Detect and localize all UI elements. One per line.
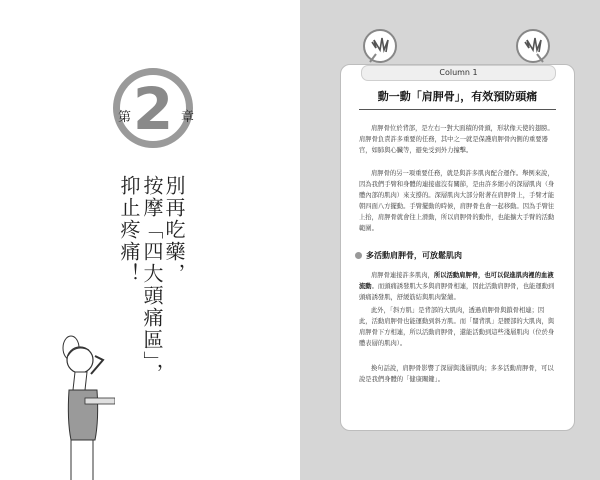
title-divider (359, 109, 556, 110)
bullet-dot-icon (355, 252, 362, 259)
column-card (340, 64, 575, 431)
burst-icon (515, 28, 551, 64)
paragraph-4: 此外，「斜方肌」是背部的大肌肉，透過肩胛骨與鎖骨相連；因此，活動肩胛骨也能運動到斜方肌。而「闊背肌」是腰部的大肌肉，與肩胛骨下方相連，所以活動肩胛骨，還能活動到這些淺層肌肉（位於身體表層的肌肉）。 (359, 307, 555, 347)
chapter-number: 2 (132, 75, 174, 143)
column-label: Column 1 (361, 65, 556, 81)
burst-icon (362, 28, 398, 64)
paragraph-1: 肩胛骨位於背部，是左右一對大面積的骨頭，形狀像天使的翅膀。肩胛骨負責許多重要的任務，其中之一就是保護肩胛骨內側的重要器官，如肺與心臟等，避免受到外力撞擊。 (359, 125, 554, 154)
headache-girl-illustration (55, 330, 115, 480)
column-title: 動一動「肩胛骨」，有效預防頭痛 (377, 90, 538, 103)
paragraph-3-bold: 所以活動肩胛骨，也可以促進肌肉裡的血液流動 (359, 272, 554, 290)
paragraph-2: 肩胛骨的另一項重要任務，就是與許多肌肉配合運作。舉例來說，因為我們手臂和身體的連接處沒有關節，是由許多細小的深層肌肉（身體內部的肌肉）來支撐的。深層肌肉大部分附著在肩胛骨上，手臂才能朝四面八方擺動。手臂擺動的時候，肩胛骨也會一起移動。因為手臂往上抬，肩胛骨就會往上滑動，所以肩胛骨的動作，也能擴大手臂的活動範圍。 (359, 170, 555, 232)
right-page (300, 0, 600, 480)
paragraph-3 (359, 270, 556, 303)
paragraph-5: 換句話說，肩胛骨影響了深層與淺層肌肉；多多活動肩胛骨，可以說是我們身體的「健康關鍵」。 (359, 365, 554, 383)
subheading (355, 250, 462, 261)
paragraph-3-text-b: 。而頭痛誘發肌大多與肩胛骨相連，因此活動肩胛骨，也能運動到頭痛誘發肌，舒緩筋結與肌肉緊繃。 (359, 283, 555, 301)
chapter-title-line-1: 別再吃藥， (162, 175, 186, 285)
chapter-title-line-2: 按摩「四大頭痛區」， (140, 175, 164, 385)
paragraph-3-text-a: 肩胛骨連接許多肌肉， (371, 272, 434, 279)
subheading-text: 多活動肩胛骨，可放鬆肌肉 (366, 251, 462, 260)
chapter-prefix: 第 (118, 110, 132, 125)
chapter-suffix: 章 (181, 110, 195, 125)
chapter-title-line-3: 抑止疼痛！ (117, 175, 141, 285)
